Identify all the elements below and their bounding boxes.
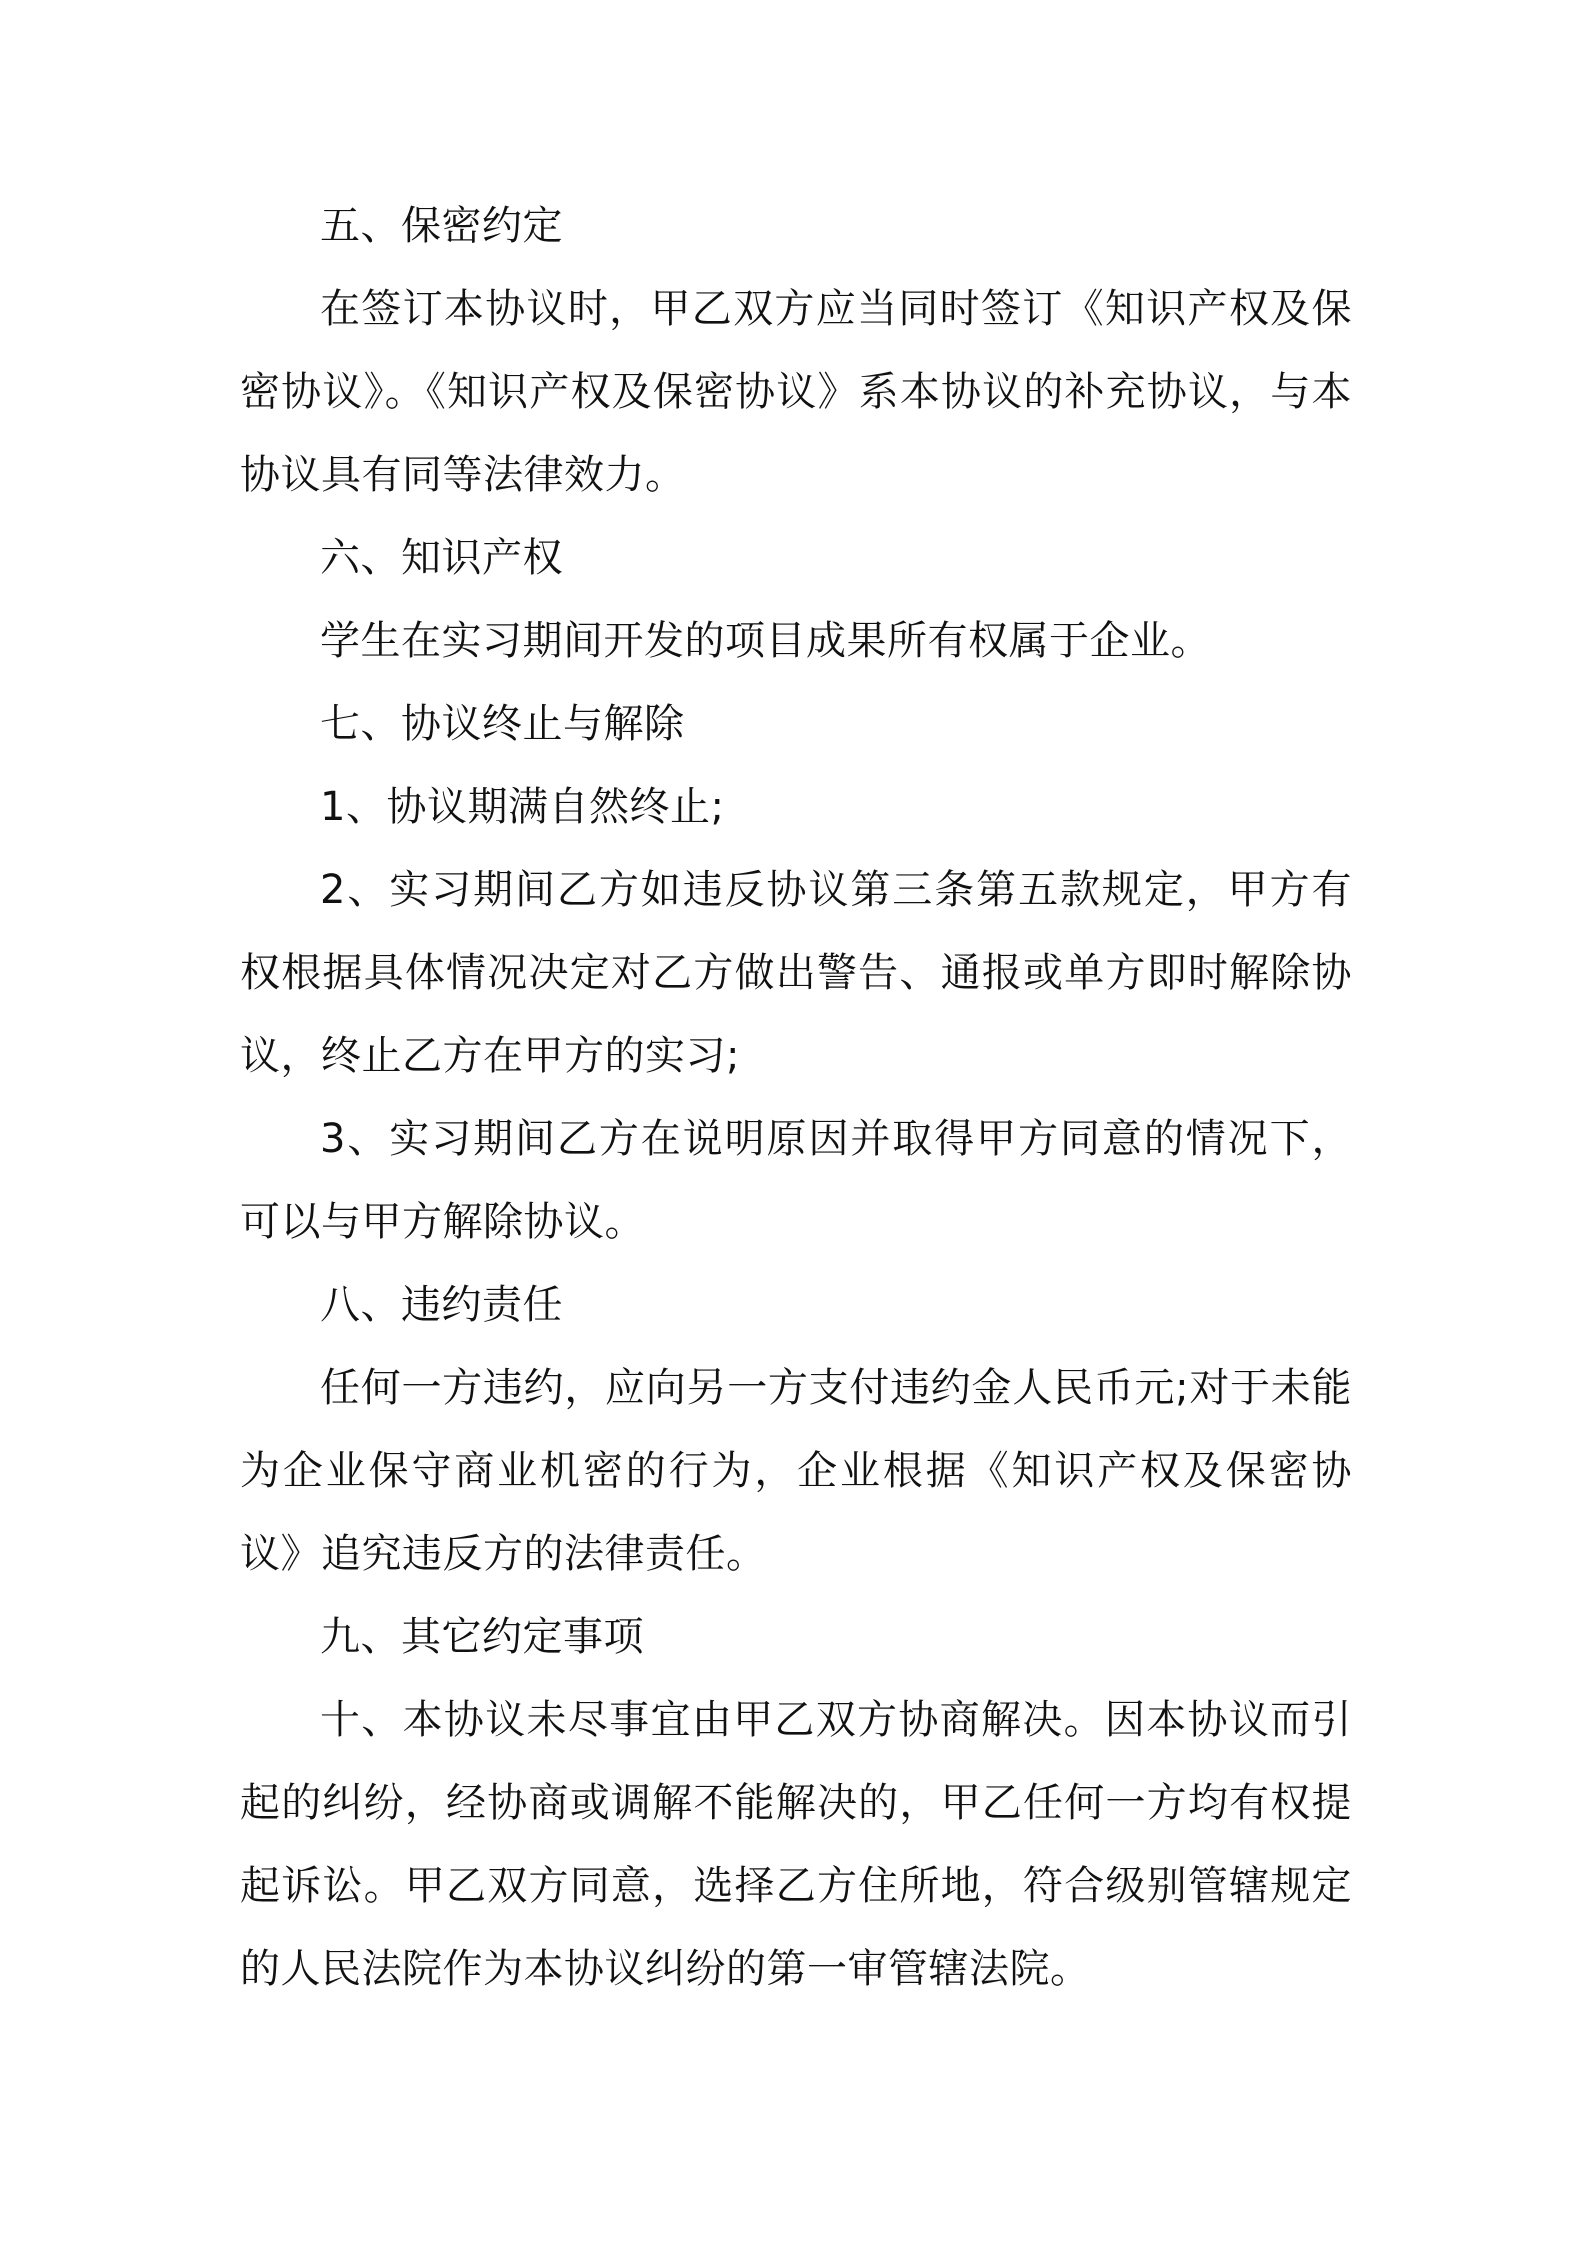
section-heading-termination: 七、协议终止与解除 — [320, 701, 685, 747]
paragraph-confidentiality: 在签订本协议时，甲乙双方应当同时签订《知识产权及保密协议》。《知识产权及保密协议》系本协议的补充协议，与本协议具有同等法律效力。 — [240, 286, 1352, 498]
paragraph-intellectual-property: 学生在实习期间开发的项目成果所有权属于企业。 — [320, 618, 1211, 664]
paragraph-termination-3: 3、实习期间乙方在说明原因并取得甲方同意的情况下，可以与甲方解除协议。 — [240, 1116, 1352, 1245]
section-heading-liability: 八、违约责任 — [320, 1282, 563, 1328]
document-body — [240, 185, 1352, 2011]
section-heading-intellectual-property: 六、知识产权 — [320, 535, 563, 581]
paragraph-liability: 任何一方违约，应向另一方支付违约金人民币元;对于未能为企业保守商业机密的行为，企业根据《知识产权及保密协议》追究违反方的法律责任。 — [240, 1365, 1352, 1577]
section-heading-confidentiality: 五、保密约定 — [320, 203, 563, 249]
paragraph-termination-1: 1、协议期满自然终止; — [320, 784, 725, 830]
paragraph-termination-2: 2、实习期间乙方如违反协议第三条第五款规定，甲方有权根据具体情况决定对乙方做出警告、通报或单方即时解除协议，终止乙方在甲方的实习; — [240, 867, 1352, 1079]
section-heading-other-matters: 九、其它约定事项 — [320, 1614, 644, 1660]
paragraph-dispute-resolution: 十、本协议未尽事宜由甲乙双方协商解决。因本协议而引起的纠纷，经协商或调解不能解决的，甲乙任何一方均有权提起诉讼。甲乙双方同意，选择乙方住所地，符合级别管辖规定的人民法院作为本协议纠纷的第一审管辖法院。 — [240, 1697, 1352, 1992]
